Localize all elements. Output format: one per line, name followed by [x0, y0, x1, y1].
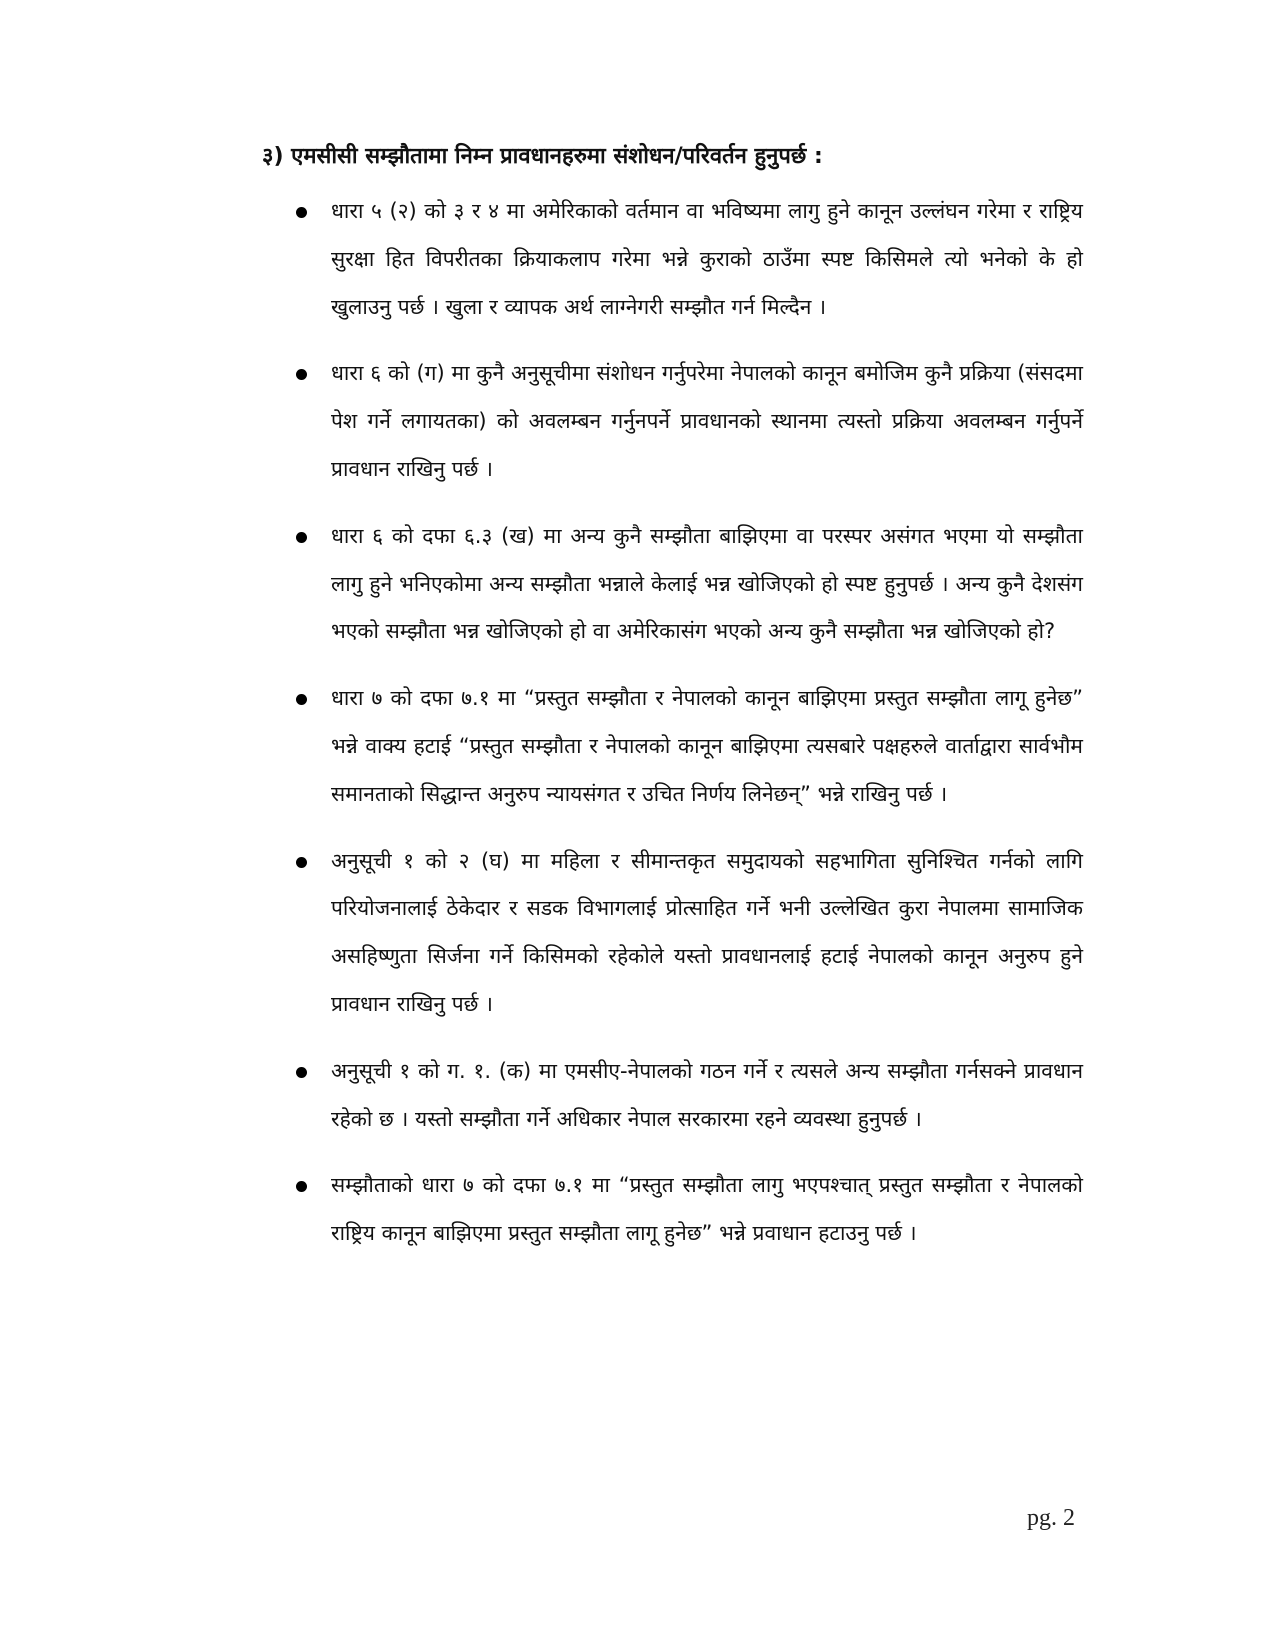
bullet-icon [296, 532, 307, 543]
bullet-icon [296, 694, 307, 705]
list-item-text: धारा ५ (२) को ३ र ४ मा अमेरिकाको वर्तमान वा भविष्यमा लागु हुने कानून उल्लंघन गरेमा र राष्ट्रिय सुरक्षा हित विपरीतका क्रियाकलाप गरेमा भन्ने कुराको ठाउँमा स्पष्ट किसिमले त्यो भनेको के हो खुलाउनु पर्छ । खुला र व्यापक अर्थ लाग्नेगरी सम्झौत गर्न मिल्दैन । [331, 199, 1083, 319]
list-item [293, 675, 1083, 818]
list-item [293, 1048, 1083, 1144]
page-number: pg. 2 [1027, 1505, 1075, 1531]
list-item [293, 350, 1083, 493]
list-item-text: धारा ७ को दफा ७.१ मा “प्रस्तुत सम्झौता र नेपालको कानून बाझिएमा प्रस्तुत सम्झौता लागू हुनेछ” भन्ने वाक्य हटाई “प्रस्तुत सम्झौता र नेपालको कानून बाझिएमा त्यसबारे पक्षहरुले वार्ताद्वारा सार्वभौम समानताको सिद्धान्त अनुरुप न्यायसंगत र उचित निर्णय लिनेछन्” भन्ने राखिनु पर्छ । [331, 686, 1083, 806]
bullet-icon [296, 1181, 307, 1192]
list-item-text: अनुसूची १ को २ (घ) मा महिला र सीमान्तकृत समुदायको सहभागिता सुनिश्चित गर्नको लागि परियोजनालाई ठेकेदार र सडक विभागलाई प्रोत्साहित गर्ने भनी उल्लेखित कुरा नेपालमा सामाजिक असहिष्णुता सिर्जना गर्ने किसिमको रहेकोले यस्तो प्रावधानलाई हटाई नेपालको कानून अनुरुप हुने प्रावधान राखिनु पर्छ । [331, 848, 1083, 1016]
provision-list [293, 188, 1083, 1277]
list-item [293, 513, 1083, 656]
list-item [293, 188, 1083, 331]
bullet-icon [296, 207, 307, 218]
bullet-icon [296, 369, 307, 380]
list-item [293, 1162, 1083, 1258]
bullet-icon [296, 1067, 307, 1078]
list-item-text: धारा ६ को दफा ६.३ (ख) मा अन्य कुनै सम्झौता बाझिएमा वा परस्पर असंगत भएमा यो सम्झौता लागु हुने भनिएकोमा अन्य सम्झौता भन्नाले केलाई भन्न खोजिएको हो स्पष्ट हुनुपर्छ । अन्य कुनै देशसंग भएको सम्झौता भन्न खोजिएको हो वा अमेरिकासंग भएको अन्य कुनै सम्झौता भन्न खोजिएको हो? [331, 523, 1083, 644]
list-item-text: अनुसूची १ को ग. १. (क) मा एमसीए-नेपालको गठन गर्ने र त्यसले अन्य सम्झौता गर्नसक्ने प्रावधान रहेको छ । यस्तो सम्झौता गर्ने अधिकार नेपाल सरकारमा रहने व्यवस्था हुनुपर्छ । [331, 1058, 1083, 1131]
section-heading: ३) एमसीसी सम्झौतामा निम्न प्रावधानहरुमा संशोधन/परिवर्तन हुनुपर्छ : [262, 144, 823, 169]
list-item-text: सम्झौताको धारा ७ को दफा ७.१ मा “प्रस्तुत सम्झौता लागु भएपश्चात् प्रस्तुत सम्झौता र नेपालको राष्ट्रिय कानून बाझिएमा प्रस्तुत सम्झौता लागू हुनेछ” भन्ने प्रवाधान हटाउनु पर्छ । [331, 1173, 1083, 1246]
list-item-text: धारा ६ को (ग) मा कुनै अनुसूचीमा संशोधन गर्नुपरेमा नेपालको कानून बमोजिम कुनै प्रक्रिया (संसदमा पेश गर्ने लगायतका) को अवलम्बन गर्नुनपर्ने प्रावधानको स्थानमा त्यस्तो प्रक्रिया अवलम्बन गर्नुपर्ने प्रावधान राखिनु पर्छ । [331, 361, 1083, 481]
list-item [293, 838, 1083, 1029]
bullet-icon [296, 857, 307, 868]
